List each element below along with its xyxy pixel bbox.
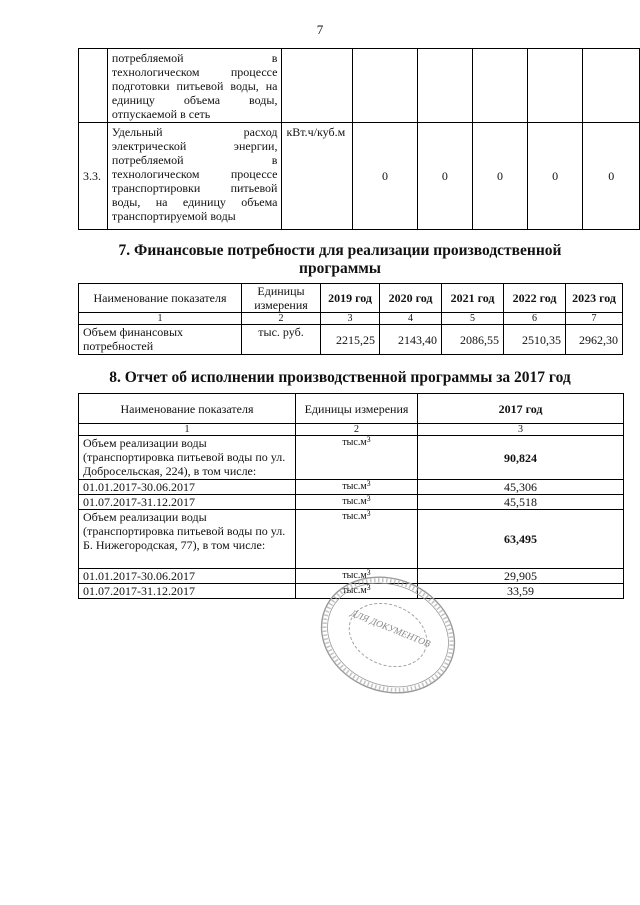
column-number-row <box>79 313 623 325</box>
column-number-cell: 3 <box>321 313 380 325</box>
indicator-name-cell: Объем финансовых потребностей <box>79 325 242 355</box>
table-row <box>79 510 624 569</box>
column-number-cell: 2 <box>296 424 418 436</box>
value-cell: 0 <box>527 123 583 230</box>
header-cell: Единицы измерения <box>296 394 418 424</box>
indicator-line: электрической энергии, <box>111 139 278 153</box>
header-cell: 2017 год <box>418 394 624 424</box>
indicator-name-cell: 01.07.2017-31.12.2017 <box>79 495 296 510</box>
header-cell: 2022 год <box>504 284 566 313</box>
value-cell: 0 <box>417 123 473 230</box>
unit-base: тыс.м <box>342 481 367 492</box>
column-number-cell: 7 <box>566 313 623 325</box>
header-cell: 2020 год <box>380 284 442 313</box>
indicator-line: транспортировки питьевой <box>111 181 278 195</box>
header-cell: Наименование показателя <box>79 284 242 313</box>
value-cell <box>583 49 640 123</box>
unit-exponent: 3 <box>366 568 371 577</box>
value-cell <box>473 49 528 123</box>
section-8-heading: 8. Отчет об исполнении производственной программы за 2017 год <box>109 369 571 386</box>
table-row <box>79 495 624 510</box>
financial-needs-table <box>78 283 623 355</box>
column-number-cell: 3 <box>418 424 624 436</box>
program-report-table <box>78 393 624 599</box>
indicator-line: Удельный расход <box>111 125 278 139</box>
unit-cell: кВт.ч/куб.м <box>282 123 353 230</box>
value-cell <box>417 49 473 123</box>
column-number-cell: 2 <box>242 313 321 325</box>
indicator-line: отпускаемой в сеть <box>111 107 211 121</box>
header-cell: 2023 год <box>566 284 623 313</box>
header-cell: Наименование показателя <box>79 394 296 424</box>
indicator-line: технологическом процессе <box>111 65 278 79</box>
header-cell: Единицы измерения <box>242 284 321 313</box>
unit-cell <box>296 495 418 510</box>
value-cell: 33,59 <box>418 584 624 599</box>
column-number-cell: 1 <box>79 424 296 436</box>
indicator-line: потребляемой в <box>111 153 278 167</box>
indicator-name-cell <box>107 123 282 230</box>
unit-exponent: 3 <box>366 479 371 488</box>
indicator-line: технологическом процессе <box>111 167 278 181</box>
indicator-line: подготовки питьевой воды, на <box>111 79 278 93</box>
value-cell <box>353 49 417 123</box>
value-cell: 2086,55 <box>442 325 504 355</box>
unit-exponent: 3 <box>366 583 371 592</box>
unit-base: тыс.м <box>342 511 367 522</box>
value-cell: 2962,30 <box>566 325 623 355</box>
value-cell: 0 <box>473 123 528 230</box>
unit-exponent: 3 <box>366 435 371 444</box>
unit-base: тыс.м <box>342 585 367 596</box>
page-number: 7 <box>316 22 324 37</box>
indicator-name-cell: Объем реализации воды (транспортировка питьевой воды по ул. Б. Нижегородская, 77), в том числе: <box>79 510 296 569</box>
indicator-line: транспортируемой воды <box>111 209 236 223</box>
table-row <box>79 123 640 230</box>
stamp-seal-icon <box>314 575 462 695</box>
unit-base: тыс.м <box>342 570 367 581</box>
header-cell: 2019 год <box>321 284 380 313</box>
value-cell: 45,306 <box>418 480 624 495</box>
value-cell: 63,495 <box>418 510 624 569</box>
value-cell: 2215,25 <box>321 325 380 355</box>
table-row <box>79 480 624 495</box>
unit-cell <box>296 436 418 480</box>
table-row <box>79 325 623 355</box>
indicators-table-continued <box>78 48 640 230</box>
section-7-heading <box>60 242 620 278</box>
section-7-title-line: программы <box>299 260 381 277</box>
unit-cell <box>296 510 418 569</box>
table-header-row <box>79 394 624 424</box>
unit-cell <box>296 480 418 495</box>
indicator-name-cell: 01.07.2017-31.12.2017 <box>79 584 296 599</box>
indicator-name-cell: 01.01.2017-30.06.2017 <box>79 569 296 584</box>
indicator-name-cell: 01.01.2017-30.06.2017 <box>79 480 296 495</box>
value-cell: 90,824 <box>418 436 624 480</box>
value-cell: 45,518 <box>418 495 624 510</box>
indicator-name-cell: Объем реализации воды (транспортировка питьевой воды по ул. Добросельская, 224), в том числе: <box>79 436 296 480</box>
column-number-cell: 5 <box>442 313 504 325</box>
unit-cell <box>282 49 353 123</box>
stamp-text: ДЛЯ ДОКУМЕНТОВ <box>348 608 432 651</box>
value-cell: 29,905 <box>418 569 624 584</box>
column-number-cell: 4 <box>380 313 442 325</box>
column-number-cell: 6 <box>504 313 566 325</box>
table-row <box>79 49 640 123</box>
column-number-row <box>79 424 624 436</box>
section-7-title-line: 7. Финансовые потребности для реализации производственной <box>118 242 562 259</box>
header-cell: 2021 год <box>442 284 504 313</box>
value-cell <box>527 49 583 123</box>
value-cell: 0 <box>353 123 417 230</box>
official-stamp <box>314 575 462 695</box>
unit-cell: тыс. руб. <box>242 325 321 355</box>
value-cell: 2510,35 <box>504 325 566 355</box>
table-row <box>79 436 624 480</box>
row-number-cell: 3.3. <box>79 123 108 230</box>
value-cell: 0 <box>583 123 640 230</box>
value-cell: 2143,40 <box>380 325 442 355</box>
unit-exponent: 3 <box>366 494 371 503</box>
indicator-line: потребляемой в <box>111 51 278 65</box>
unit-exponent: 3 <box>366 509 371 518</box>
unit-base: тыс.м <box>342 437 367 448</box>
indicator-name-cell <box>107 49 282 123</box>
indicator-line: воды, на единицу объема <box>111 195 278 209</box>
row-number-cell <box>79 49 108 123</box>
indicator-line: единицу объема воды, <box>111 93 278 107</box>
unit-base: тыс.м <box>342 496 367 507</box>
table-header-row <box>79 284 623 313</box>
column-number-cell: 1 <box>79 313 242 325</box>
